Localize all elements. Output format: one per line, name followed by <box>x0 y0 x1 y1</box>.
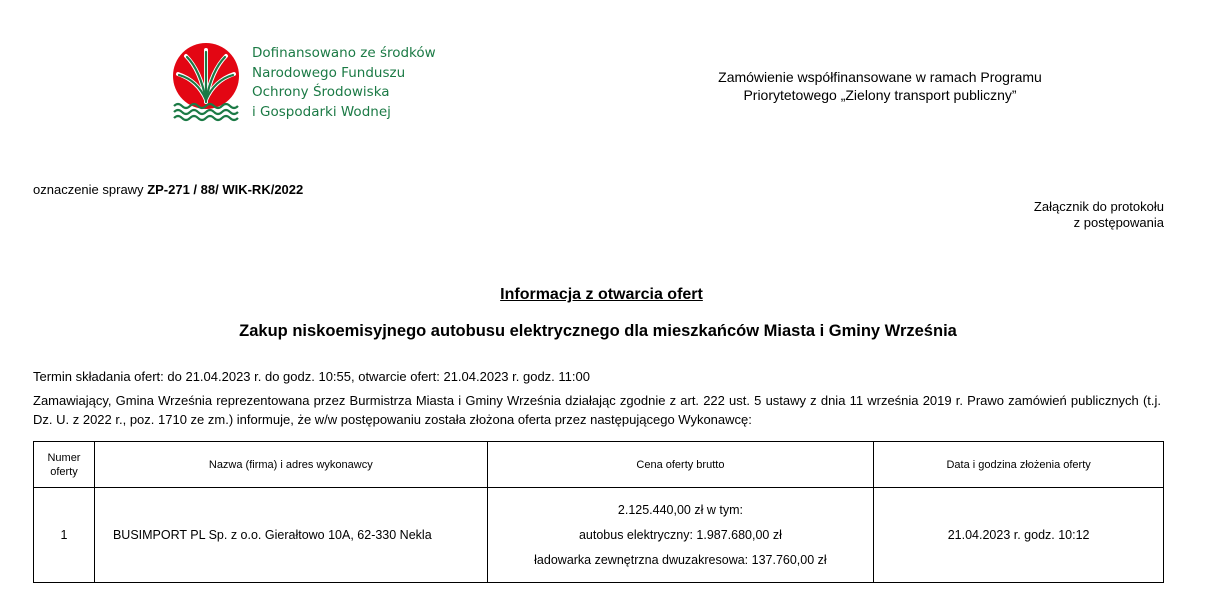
cell-price <box>487 488 874 583</box>
price-line: ładowarka zewnętrzna dwuzakresowa: 137.760,00 zł <box>534 552 827 567</box>
program-line: Zamówienie współfinansowane w ramach Programu <box>718 69 1042 85</box>
header-company: Nazwa (firma) i adres wykonawcy <box>94 442 487 488</box>
annex-line: Załącznik do protokołu <box>1033 199 1164 214</box>
header-offer-number <box>34 442 95 488</box>
fund-line: Dofinansowano ze środków <box>252 45 436 61</box>
nfosigw-logo <box>172 40 240 122</box>
fund-text <box>252 44 436 122</box>
legal-paragraph: Zamawiający, Gmina Września reprezentowana przez Burmistrza Miasta i Gminy Września działając zgodnie z art. 222 ust. 5 ustawy z dnia 11 września 2019 r. Prawo zamówień publicznych (t.j. Dz. U. z 2022 r., poz. 1710 ze zm.) informuje, że w/w postępowaniu została złożona oferta przez następującego Wykonawcę: <box>33 393 1161 427</box>
page-title: Informacja z otwarcia ofert <box>500 286 703 303</box>
cell-date: 21.04.2023 r. godz. 10:12 <box>874 488 1164 583</box>
table-header-row <box>34 442 1164 488</box>
header-number-line: oferty <box>50 465 78 478</box>
annex-note <box>1034 199 1164 231</box>
header-price: Cena oferty brutto <box>487 442 874 488</box>
fund-line: Narodowego Funduszu <box>252 64 406 81</box>
program-info <box>680 68 1080 104</box>
fund-line: i Gospodarki Wodnej <box>252 103 391 120</box>
annex-line: z postępowania <box>1073 215 1164 230</box>
cell-offer-number: 1 <box>34 488 95 583</box>
logo-waves <box>174 104 238 120</box>
deadline-info: Termin składania ofert: do 21.04.2023 r. do godz. 10:55, otwarcie ofert: 21.04.2023 r. godz. 11:00 <box>33 369 590 384</box>
header-date: Data i godzina złożenia oferty <box>874 442 1164 488</box>
price-line: 2.125.440,00 zł w tym: <box>617 502 743 517</box>
case-designation <box>33 182 303 197</box>
header-number-line: Numer <box>47 451 81 464</box>
case-number: ZP-271 / 88/ WIK-RK/2022 <box>147 182 304 197</box>
fund-line: Ochrony Środowiska <box>252 84 390 100</box>
offers-table <box>33 441 1164 583</box>
price-line: autobus elektryczny: 1.987.680,00 zł <box>578 527 782 542</box>
cell-company: BUSIMPORT PL Sp. z o.o. Gierałtowo 10A, 62-330 Nekla <box>94 488 487 583</box>
program-line: Priorytetowego „Zielony transport publiczny” <box>743 87 1017 103</box>
case-label: oznaczenie sprawy <box>33 182 144 197</box>
table-row <box>34 488 1164 583</box>
procurement-subject: Zakup niskoemisyjnego autobusu elektrycznego dla mieszkańców Miasta i Gminy Września <box>239 322 957 340</box>
